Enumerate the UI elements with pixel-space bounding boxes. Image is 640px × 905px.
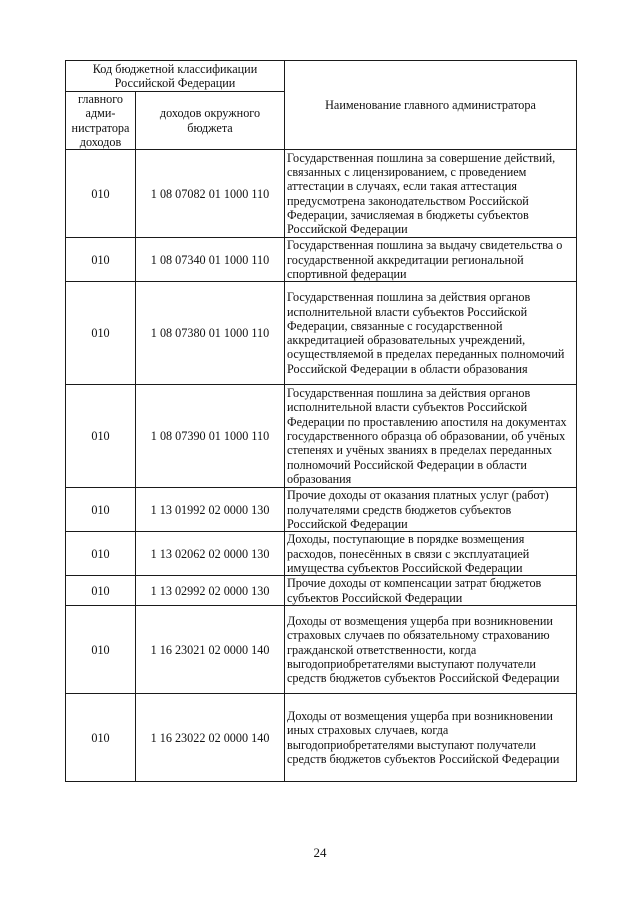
administrator-name-cell: Доходы, поступающие в порядке возмещения расходов, понесённых в связи с эксплуатацией имущества субъектов Российской Федерации [285, 532, 577, 576]
admin-code-cell: 010 [66, 488, 136, 532]
administrator-name-cell: Государственная пошлина за выдачу свидетельства о государственной аккредитации региональной спортивной федерации [285, 238, 577, 282]
administrator-name-cell: Прочие доходы от компенсации затрат бюджетов субъектов Российской Федерации [285, 576, 577, 606]
income-code-cell: 1 13 01992 02 0000 130 [136, 488, 285, 532]
table-row [66, 385, 577, 488]
income-code-cell: 1 08 07390 01 1000 110 [136, 385, 285, 488]
admin-code-cell: 010 [66, 282, 136, 385]
table-body [66, 150, 577, 782]
table-row [66, 606, 577, 694]
administrator-name-cell: Доходы от возмещения ущерба при возникновении иных страховых случаев, когда выгодоприобретателями выступают получатели средств бюджетов субъектов Российской Федерации [285, 694, 577, 782]
income-code-cell: 1 08 07082 01 1000 110 [136, 150, 285, 238]
income-code-cell: 1 16 23022 02 0000 140 [136, 694, 285, 782]
income-code-cell: 1 08 07340 01 1000 110 [136, 238, 285, 282]
administrator-name-cell: Государственная пошлина за совершение действий, связанных с лицензированием, с проведением аттестации в случаях, если такая аттестация предусмотрена законодательством Российской Федерации, зачисляемая в бюджеты субъектов Российской Федерации [285, 150, 577, 238]
admin-code-cell: 010 [66, 576, 136, 606]
table-row [66, 150, 577, 238]
admin-code-cell: 010 [66, 150, 136, 238]
administrator-name-cell: Прочие доходы от оказания платных услуг (работ) получателями средств бюджетов субъектов Российской Федерации [285, 488, 577, 532]
table-row [66, 238, 577, 282]
income-code-cell: 1 08 07380 01 1000 110 [136, 282, 285, 385]
table-row [66, 488, 577, 532]
table-row [66, 694, 577, 782]
administrator-name-cell: Государственная пошлина за действия органов исполнительной власти субъектов Российской Федерации, связанные с государственной аккредитацией образовательных учреждений, осуществляемой в пределах переданных полномочий Российской Федерации в области образования [285, 282, 577, 385]
admin-code-cell: 010 [66, 385, 136, 488]
table-row [66, 282, 577, 385]
administrator-name-cell: Доходы от возмещения ущерба при возникновении страховых случаев по обязательному страхованию гражданской ответственности, когда выгодоприобретателями выступают получатели средств бюджетов субъектов Российской Федерации [285, 606, 577, 694]
admin-code-cell: 010 [66, 238, 136, 282]
admin-code-cell: 010 [66, 532, 136, 576]
header-administrator-name: Наименование главного администратора [285, 61, 577, 150]
page-number: 24 [313, 845, 327, 860]
table-row [66, 532, 577, 576]
header-district-budget-income: доходов окружного бюджета [136, 92, 285, 150]
admin-code-cell: 010 [66, 606, 136, 694]
header-budget-code-group: Код бюджетной классификации Российской Федерации [66, 61, 285, 92]
table-row [66, 576, 577, 606]
admin-code-cell: 010 [66, 694, 136, 782]
header-main-administrator: главного адми-нистратора доходов [66, 92, 136, 150]
income-code-cell: 1 16 23021 02 0000 140 [136, 606, 285, 694]
administrator-name-cell: Государственная пошлина за действия органов исполнительной власти субъектов Российской Федерации по проставлению апостиля на документах государственного образца об образовании, об учёных степенях и учёных званиях в пределах переданных полномочий Российской Федерации в области образования [285, 385, 577, 488]
income-code-cell: 1 13 02062 02 0000 130 [136, 532, 285, 576]
table-header [66, 61, 577, 150]
income-code-cell: 1 13 02992 02 0000 130 [136, 576, 285, 606]
budget-classification-table [65, 60, 577, 782]
